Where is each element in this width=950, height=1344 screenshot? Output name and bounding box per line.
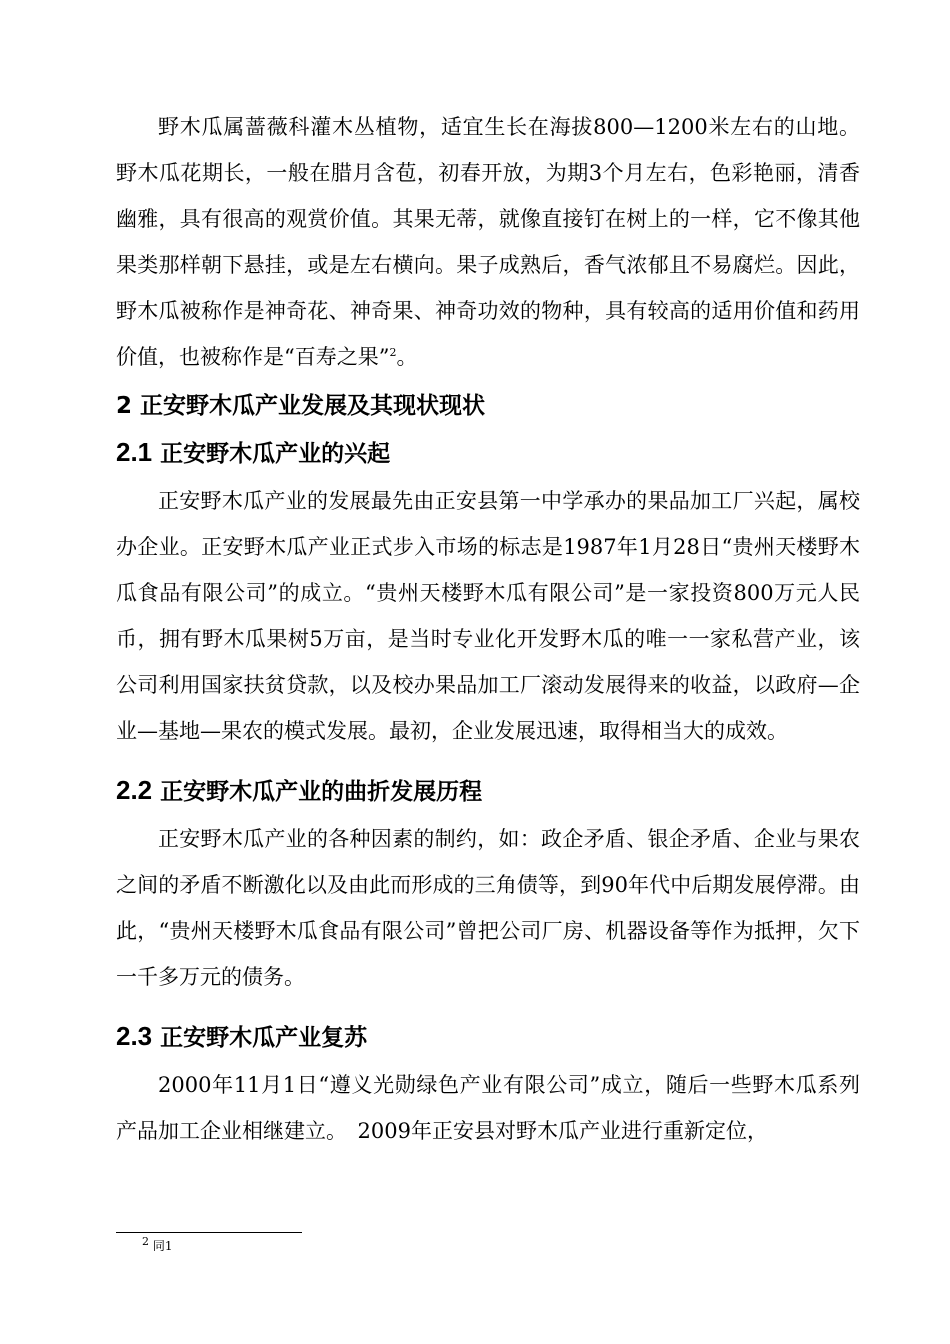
section-2-heading xyxy=(116,384,860,428)
document-page xyxy=(116,104,860,1154)
section-2-2-paragraph: 正安野木瓜产业的各种因素的制约，如：政企矛盾、银企矛盾、企业与果农之间的矛盾不断激化以及由此而形成的三角债等，到90年代中后期发展停滞。由此，“贵州天楼野木瓜食品有限公司”曾把公司厂房、机器设备等作为抵押，欠下一千多万元的债务。 xyxy=(116,827,860,989)
section-2-3-number: 2.3 xyxy=(116,1021,153,1051)
section-2-number: 2 xyxy=(116,393,133,419)
section-2-1-title: 正安野木瓜产业的兴起 xyxy=(160,441,391,467)
section-2-3-title: 正安野木瓜产业复苏 xyxy=(160,1025,368,1051)
section-2-title: 正安野木瓜产业发展及其现状现状 xyxy=(140,393,486,419)
intro-text: 野木瓜属蔷薇科灌木丛植物，适宜生长在海拔800—1200米左右的山地。野木瓜花期长，一般在腊月含苞，初春开放，为期3个月左右，色彩艳丽，清香幽雅，具有很高的观赏价值。其果无蒂，就像直接钉在树上的一样，它不像其他果类那样朝下悬挂，或是左右横向。果子成熟后，香气浓郁且不易腐烂。因此，野木瓜被称作是神奇花、神奇果、神奇功效的物种，具有较高的适用价值和药用价值，也被称作是“百寿之果” xyxy=(116,115,860,369)
footnote-separator xyxy=(116,1232,302,1233)
footnote-text: 同1 xyxy=(152,1239,173,1253)
section-2-3-paragraph: 2000年11月1日“遵义光勋绿色产业有限公司”成立，随后一些野木瓜系列产品加工企业相继建立。 2009年正安县对野木瓜产业进行重新定位， xyxy=(116,1073,860,1143)
footnote-mark: 2 xyxy=(142,1235,149,1248)
footnote xyxy=(142,1235,173,1254)
section-2-2-number: 2.2 xyxy=(116,775,153,805)
section-2-1-heading xyxy=(116,428,860,478)
intro-paragraph xyxy=(116,104,860,380)
section-2-2-title: 正安野木瓜产业的曲折发展历程 xyxy=(160,779,483,805)
footnote-reference[interactable]: 2 xyxy=(389,346,397,359)
section-2-2-heading xyxy=(116,766,860,816)
section-2-1-number: 2.1 xyxy=(116,437,153,467)
section-2-1-paragraph: 正安野木瓜产业的发展最先由正安县第一中学承办的果品加工厂兴起，属校办企业。正安野木瓜产业正式步入市场的标志是1987年1月28日“贵州天楼野木瓜食品有限公司”的成立。“贵州天楼野木瓜有限公司”是一家投资800万元人民币，拥有野木瓜果树5万亩，是当时专业化开发野木瓜的唯一一家私营产业，该公司利用国家扶贫贷款，以及校办果品加工厂滚动发展得来的收益，以政府—企业—基地—果农的模式发展。最初，企业发展迅速，取得相当大的成效。 xyxy=(116,489,860,743)
intro-end: 。 xyxy=(396,345,418,369)
section-2-3-heading xyxy=(116,1012,860,1062)
